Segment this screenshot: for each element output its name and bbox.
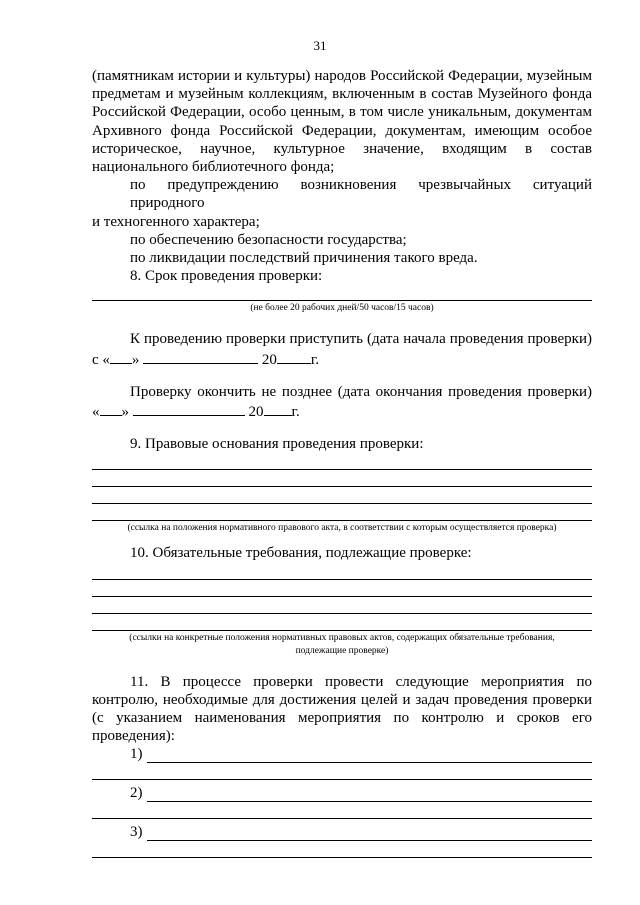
requirements-line-1[interactable] [92, 563, 592, 580]
paragraph-heritage [92, 67, 592, 176]
text-line: проведения): [92, 728, 175, 745]
end-prefix: « [92, 404, 100, 421]
section-10-caption-1: (ссылки на конкретные положения нормативных правовых актов, содержащих обязательные требования, [129, 632, 555, 643]
text-line: Российской Федерации, особо ценным, в том числе уникальным, документам [92, 104, 592, 121]
activity-item-1 [92, 745, 592, 763]
section-9-caption: (ссылка на положения нормативного правового акта, в соответствии с которым осуществляется проверка) [127, 523, 557, 534]
end-date-label: Проверку окончить не позднее (дата окончания проведения проверки) [130, 383, 592, 400]
text-line: 11. В процессе проверки провести следующие мероприятия по [130, 673, 592, 690]
section-10-caption-2: подлежащие проверке) [295, 645, 389, 656]
text-line: и техногенного характера; [92, 213, 260, 230]
item-number: 3) [130, 824, 143, 841]
inspection-term-field[interactable] [92, 285, 592, 301]
activity-field-3-continuation[interactable] [92, 841, 592, 858]
page-content [92, 67, 592, 858]
item-number: 1) [130, 746, 143, 763]
legal-basis-line-1[interactable] [92, 453, 592, 470]
text-line: (с указанием наименования мероприятия по контролю и сроков его [92, 710, 592, 727]
requirements-line-2[interactable] [92, 580, 592, 597]
activity-field-2-continuation[interactable] [92, 802, 592, 819]
activity-field-3[interactable] [147, 826, 593, 841]
section-9-title: 9. Правовые основания проведения проверки: [130, 436, 424, 453]
text-line: контролю, необходимые для достижения целей и задач проведения проверки [92, 691, 592, 708]
end-month-field[interactable] [133, 401, 245, 416]
start-prefix: с « [92, 351, 110, 368]
section-8-caption: (не более 20 рабочих дней/50 часов/15 часов) [250, 303, 434, 314]
activity-field-2[interactable] [147, 787, 593, 802]
activity-item-2 [92, 784, 592, 802]
section-10-title: 10. Обязательные требования, подлежащие проверке: [130, 545, 472, 562]
section-8-title: 8. Срок проведения проверки: [130, 268, 323, 285]
start-month-field[interactable] [143, 349, 258, 364]
start-day-field[interactable] [110, 349, 132, 364]
text-line: историческое, научное, культурное значение, входящим в состав [92, 140, 592, 157]
start-year-field[interactable] [277, 349, 311, 364]
activity-item-3 [92, 823, 592, 841]
section-11 [92, 673, 592, 746]
end-year-field[interactable] [264, 401, 292, 416]
end-date-row [92, 401, 592, 421]
legal-basis-line-3[interactable] [92, 487, 592, 504]
end-day-field[interactable] [100, 401, 122, 416]
year-prefix: 20 [261, 351, 277, 368]
text-line: (памятникам истории и культуры) народов Российской Федерации, музейным [92, 68, 592, 84]
requirements-line-3[interactable] [92, 597, 592, 614]
activity-field-1[interactable] [147, 748, 593, 763]
year-prefix: 20 [248, 404, 264, 421]
text-line: Архивного фонда Российской Федерации, документам, имеющим особое [92, 122, 592, 139]
requirements-line-4[interactable] [92, 614, 592, 631]
year-suffix: г. [310, 351, 320, 368]
text-line: по предупреждению возникновения чрезвычайных ситуаций природного [130, 177, 592, 212]
text-line: национального библиотечного фонда; [92, 159, 335, 176]
year-suffix: г. [291, 404, 300, 421]
quote-close: » [131, 351, 140, 368]
legal-basis-line-4[interactable] [92, 504, 592, 521]
activity-field-1-continuation[interactable] [92, 763, 592, 780]
text-line: предметам и музейным коллекциям, включенным в состав Музейного фонда [92, 86, 592, 103]
start-date-label: К проведению проверки приступить (дата начала проведения проверки) [130, 331, 592, 348]
item-number: 2) [130, 785, 143, 802]
paragraph-liquidation: по ликвидации последствий причинения такого вреда. [130, 250, 478, 267]
paragraph-emergency [92, 176, 592, 231]
quote-close: » [121, 404, 129, 421]
legal-basis-line-2[interactable] [92, 470, 592, 487]
start-date-row [92, 349, 592, 369]
page-number: 31 [313, 38, 327, 53]
paragraph-security: по обеспечению безопасности государства; [130, 231, 407, 248]
